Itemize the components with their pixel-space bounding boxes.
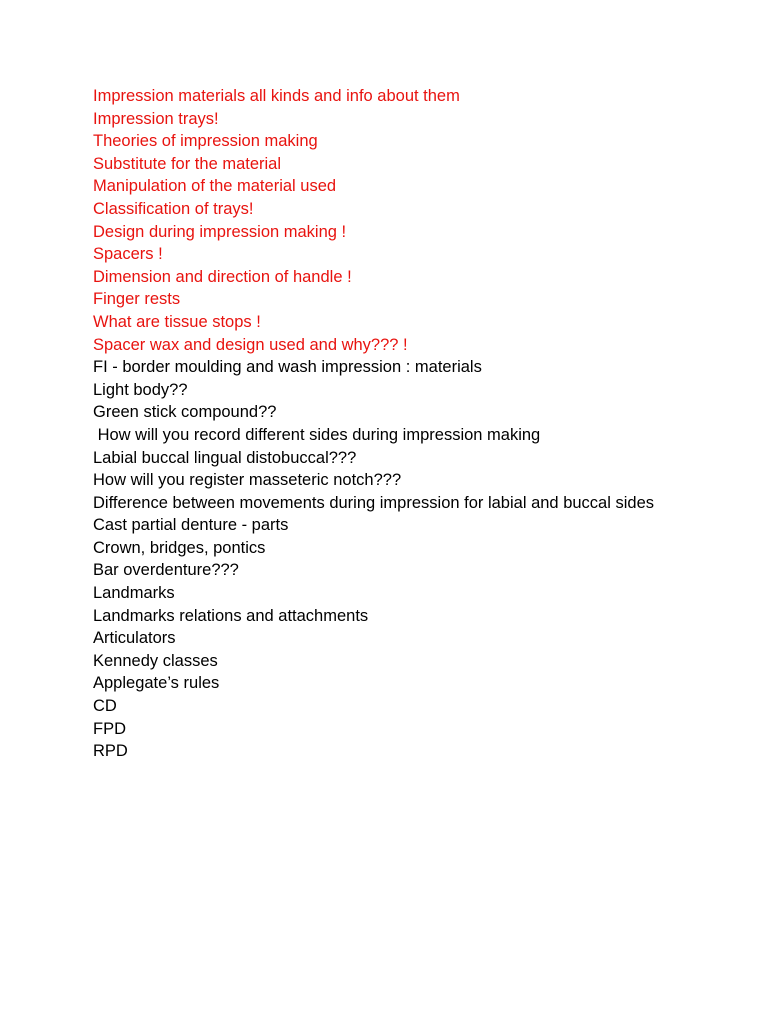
note-line: Finger rests <box>93 290 181 309</box>
note-line: Labial buccal lingual distobuccal??? <box>93 448 357 467</box>
note-line: RPD <box>93 742 128 761</box>
note-line: Landmarks relations and attachments <box>93 606 369 625</box>
note-line: Design during impression making ! <box>93 222 347 241</box>
note-line: Impression trays! <box>93 109 219 128</box>
note-line: Crown, bridges, pontics <box>93 538 266 557</box>
note-line: Kennedy classes <box>93 651 218 670</box>
note-line: Spacers ! <box>93 245 163 264</box>
note-line: Impression materials all kinds and info about them <box>93 87 460 105</box>
note-line: Light body?? <box>93 380 188 399</box>
note-line: Cast partial denture - parts <box>93 516 289 535</box>
note-line: What are tissue stops ! <box>93 312 261 331</box>
notes-list <box>93 85 733 763</box>
note-line: Bar overdenture??? <box>93 561 239 580</box>
note-line: Landmarks <box>93 584 175 603</box>
note-line: How will you record different sides during impression making <box>93 425 541 444</box>
note-line: Green stick compound?? <box>93 403 277 422</box>
note-line: How will you register masseteric notch??? <box>93 471 402 490</box>
note-line: Classification of trays! <box>93 199 254 218</box>
note-line: Dimension and direction of handle ! <box>93 267 352 286</box>
note-line: Articulators <box>93 629 176 648</box>
note-line: Substitute for the material <box>93 154 282 173</box>
note-line: Theories of impression making <box>93 132 318 151</box>
note-line: Applegate’s rules <box>93 674 220 693</box>
note-line: FPD <box>93 719 126 738</box>
note-line: Manipulation of the material used <box>93 177 337 196</box>
note-line: FI - border moulding and wash impression : materials <box>93 358 482 377</box>
note-line: Difference between movements during impression for labial and buccal sides <box>93 493 654 512</box>
note-line: CD <box>93 697 117 716</box>
note-line: Spacer wax and design used and why??? ! <box>93 335 408 354</box>
